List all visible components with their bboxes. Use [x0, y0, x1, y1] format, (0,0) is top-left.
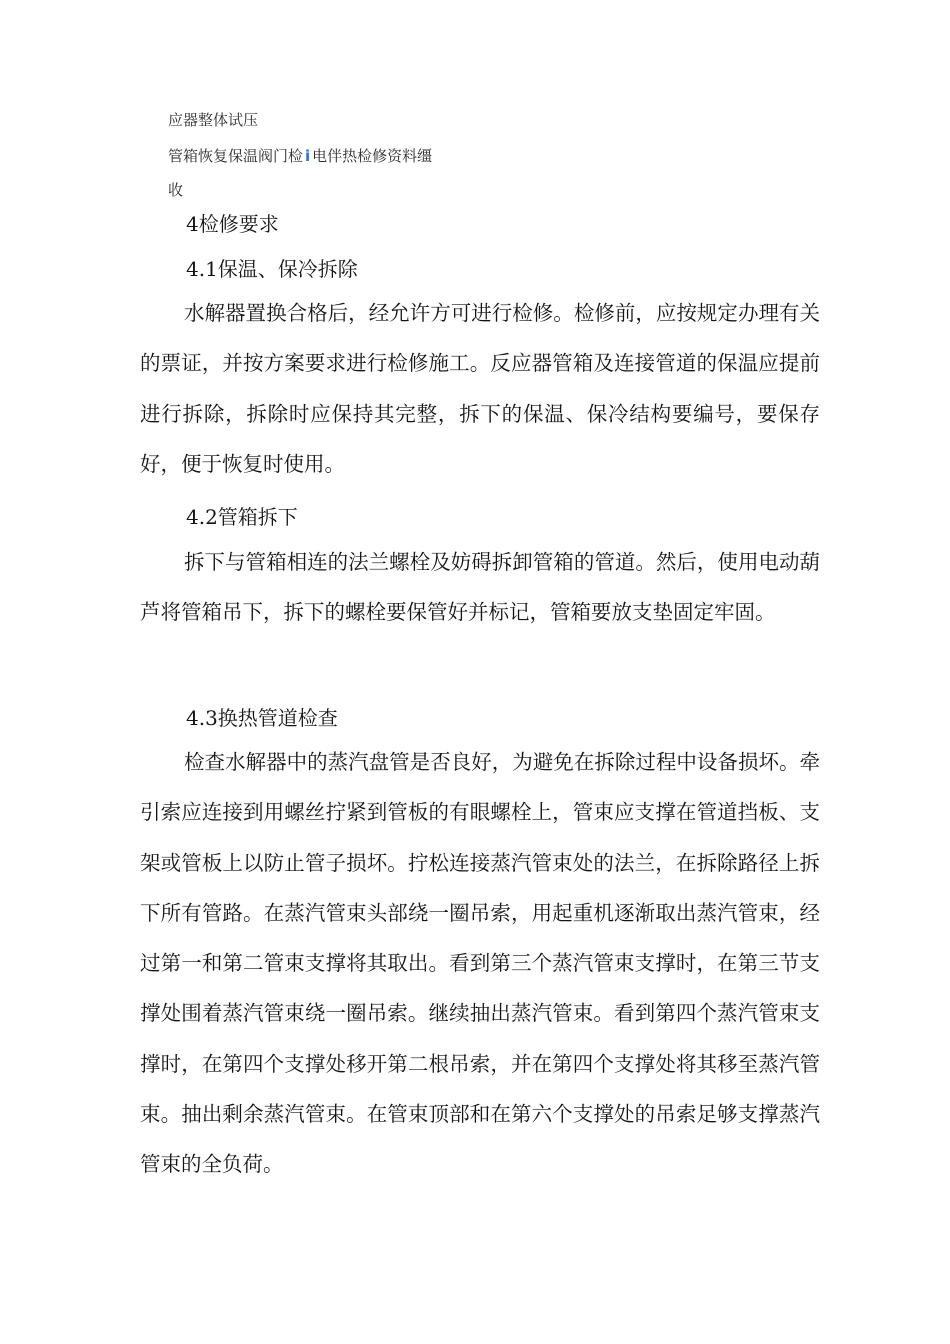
section-heading-4-3: 4.3换热管道检查: [186, 706, 338, 730]
fragment-line-1: [168, 109, 258, 130]
fragment-line-3: [168, 179, 183, 200]
section-heading-4-1: 4.1保温、保冷拆除: [186, 257, 358, 281]
fragment-text: 应器整体试压: [168, 111, 259, 129]
paragraph-4-2: 拆下与管箱相连的法兰螺栓及妨碍拆卸管箱的管道。然后，使用电动葫芦将管箱吊下，拆下的螺栓要保管好并标记，管箱要放支垫固定牢固。: [140, 550, 820, 625]
paragraph-4-3: 检查水解器中的蒸汽盘管是否良好，为避免在拆除过程中设备损坏。牵引索应连接到用螺丝拧紧到管板的有眼螺栓上，管束应支撑在管道挡板、支架或管板上以防止管子损坏。拧松连接蒸汽管束处的法兰，在拆除路径上拆下所有管路。在蒸汽管束头部绕一圈吊索，用起重机逐渐取出蒸汽管束，经过第一和第二管束支撑将其取出。看到第三个蒸汽管束支撑时，在第三节支撑处围着蒸汽管束绕一圈吊索。继续抽出蒸汽管束。看到第四个蒸汽管束支撑时，在第四个支撑处移开第二根吊索，并在第四个支撑处将其移至蒸汽管束。抽出剩余蒸汽管束。在管束顶部和在第六个支撑处的吊索足够支撑蒸汽管束的全负荷。: [140, 750, 820, 1177]
fragment-text-left: 管箱恢复保温阀门检: [168, 147, 304, 165]
section-heading-4-2: 4.2管箱拆下: [186, 505, 298, 529]
fragment-text-right: 电伴热检修资料缰: [312, 147, 433, 165]
paragraph-4-1: 水解器置换合格后，经允许方可进行检修。检修前，应按规定办理有关的票证，并按方案要求进行检修施工。反应器管箱及连接管道的保温应提前进行拆除，拆除时应保持其完整，拆下的保温、保冷结构要编号，要保存好，便于恢复时使用。: [140, 301, 820, 476]
section-heading-4: 4检修要求: [186, 212, 279, 236]
fragment-line-2: [168, 145, 432, 166]
fragment-mark: i: [305, 147, 311, 165]
fragment-text: 收: [168, 181, 184, 199]
